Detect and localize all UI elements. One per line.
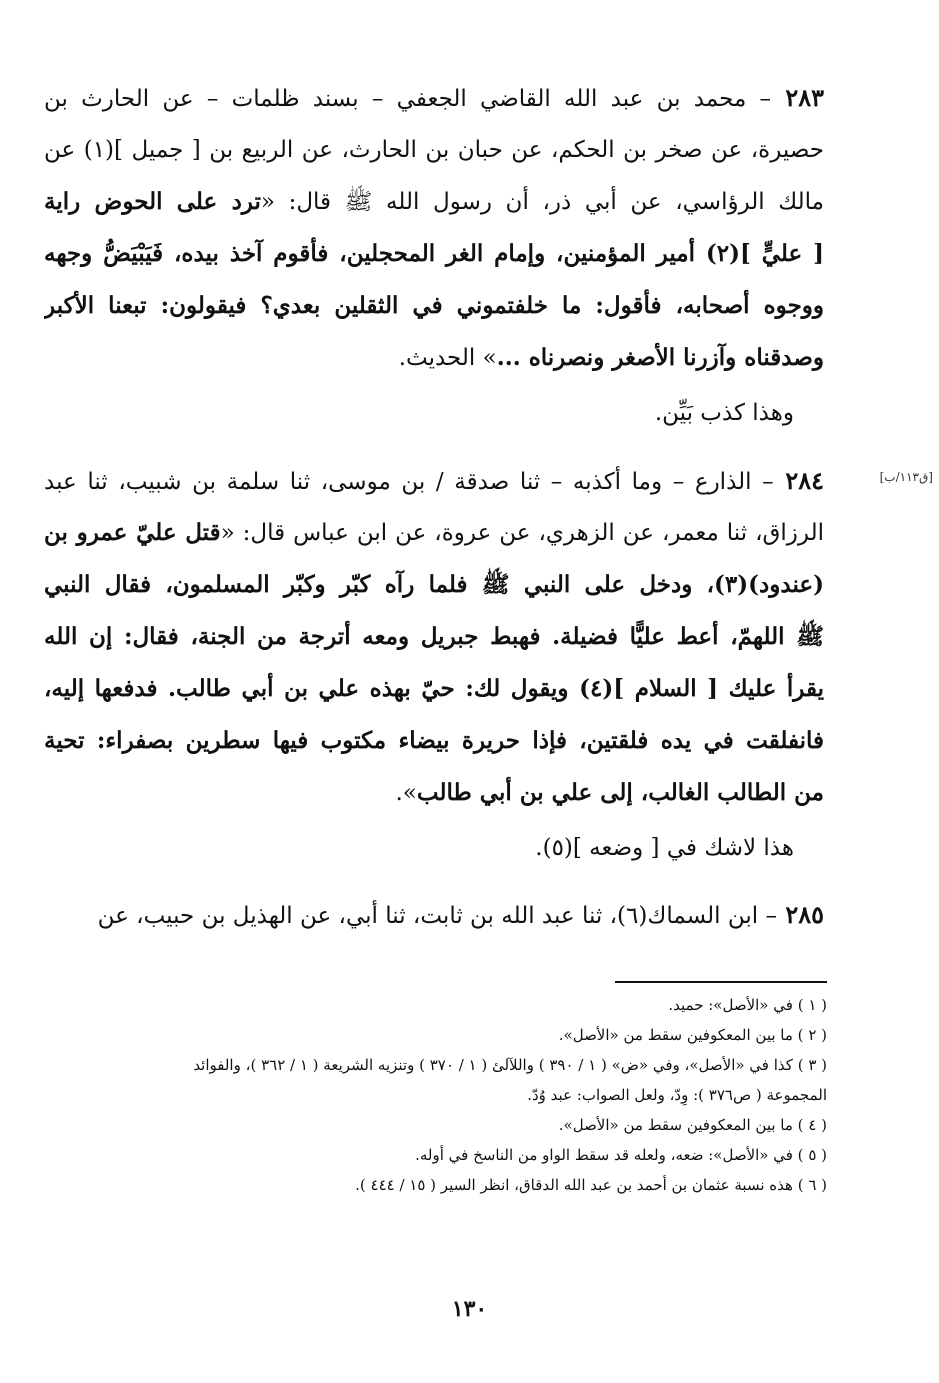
footnote: ( ٥ ) في «الأصل»: ضعه، ولعله قد سقط الواو من الناسخ في أوله. xyxy=(415,1146,827,1164)
text-line xyxy=(44,715,824,767)
entry-285 xyxy=(44,889,824,941)
footnotes xyxy=(44,990,827,1200)
entry-284-remark xyxy=(44,822,824,874)
hadith-text: وصدقناه وآزرنا الأصغر ونصرناه ... xyxy=(496,344,824,371)
hadith-text: فانفلقت في يده فلقتين، فإذا حريرة بيضاء مكتوب فيها سطرين بصفراء: تحية xyxy=(44,727,824,754)
hadith-text: يقرأ عليك [ السلام ](٤) ويقول لك: حيّ بهذه علي بن أبي طالب. فدفعها إليه، xyxy=(44,675,824,702)
entry-283-remark xyxy=(44,387,824,439)
footnote: ( ٢ ) ما بين المعكوفين سقط من «الأصل». xyxy=(558,1026,827,1044)
narration-text: ». xyxy=(395,780,417,806)
hadith-text: (عندود)(٣)، ودخل على النبي ﷺ فلما رآه كبّر وكبّر المسلمون، فقال النبي xyxy=(44,571,824,598)
narration-text: – ابن السماك(٦)، ثنا عبد الله بن ثابت، ثنا أبي، عن الهذيل بن حبيب، عن xyxy=(97,903,777,929)
entry-284 xyxy=(44,455,824,819)
text-line xyxy=(44,72,824,124)
hadith-text: ووجوه أصحابه، فأقول: ما خلفتموني في الثقلين بعدي؟ فيقولون: تبعنا الأكبر xyxy=(44,292,824,319)
hadith-text: [ عليٍّ ](٢) أمير المؤمنين، وإمام الغر المحجلين، فأقوم آخذ بيده، فَيَبْيَضُّ وجهه xyxy=(44,240,824,267)
footnote: ( ٤ ) ما بين المعكوفين سقط من «الأصل». xyxy=(558,1116,827,1134)
text-line xyxy=(44,124,824,176)
footnote-separator xyxy=(615,981,827,983)
narration-text: – محمد بن عبد الله القاضي الجعفي – بسند ظلمات – عن الحارث بن xyxy=(44,86,772,112)
text-line xyxy=(44,455,824,507)
narration-text: مالك الرؤاسي، عن أبي ذر، أن رسول الله ﷺ قال: « xyxy=(260,189,824,215)
text-line xyxy=(44,228,824,280)
footnote: ( ٣ ) كذا في «الأصل»، وفي «ض» ( ١ / ٣٩٠ ) واللآلئ ( ١ / ٣٧٠ ) وتنزيه الشريعة ( ١ / ٣٦٢ )، والفوائد xyxy=(193,1056,827,1074)
narration-text: حصيرة، عن صخر بن الحكم، عن حبان بن الحارث، عن الربيع بن [ جميل ](١) عن xyxy=(44,137,824,163)
entry-283 xyxy=(44,72,824,384)
narration-text: الرزاق، ثنا معمر، عن الزهري، عن عروة، عن ابن عباس قال: « xyxy=(220,520,824,546)
text-line xyxy=(44,280,824,332)
page-number: ١٣٠ xyxy=(451,1296,488,1322)
remark-text: هذا لاشك في [ وضعه ](٥). xyxy=(535,835,794,861)
remark-text: وهذا كذب بَيِّن. xyxy=(654,400,794,426)
entry-number: ٢٨٣ xyxy=(771,83,824,112)
footnote: المجموعة ( ص٣٧٦ ): وِدّ، ولعل الصواب: عبد وُدّ. xyxy=(527,1086,827,1104)
hadith-text: من الطالب الغالب، إلى علي بن أبي طالب xyxy=(416,779,824,806)
text-line xyxy=(44,176,824,228)
entry-number: ٢٨٥ xyxy=(776,900,824,929)
narration-text: » الحديث. xyxy=(398,345,497,371)
manuscript-folio-ref: [ق١١٣/ب] xyxy=(879,470,933,484)
text-line xyxy=(44,507,824,559)
hadith-text: ﷺ اللهمّ، أعط عليًّا فضيلة. فهبط جبريل ومعه أترجة من الجنة، فقال: إن الله xyxy=(44,623,824,650)
text-line xyxy=(44,767,824,819)
narration-text: – الذارع – وما أكذبه – ثنا صدقة / بن موسى، ثنا سلمة بن شبيب، ثنا عبد xyxy=(44,469,774,495)
text-line xyxy=(44,611,824,663)
footnote: ( ١ ) في «الأصل»: حميد. xyxy=(668,996,827,1014)
text-line xyxy=(44,889,824,941)
text-line xyxy=(44,559,824,611)
text-line xyxy=(44,332,824,384)
hadith-text: قتل عليّ عمرو بن xyxy=(44,519,221,546)
entry-number: ٢٨٤ xyxy=(773,466,824,495)
text-line xyxy=(44,663,824,715)
hadith-text: ترد على الحوض راية xyxy=(44,188,261,215)
footnote: ( ٦ ) هذه نسبة عثمان بن أحمد بن عبد الله الدقاق، انظر السير ( ١٥ / ٤٤٤ ). xyxy=(355,1176,827,1194)
